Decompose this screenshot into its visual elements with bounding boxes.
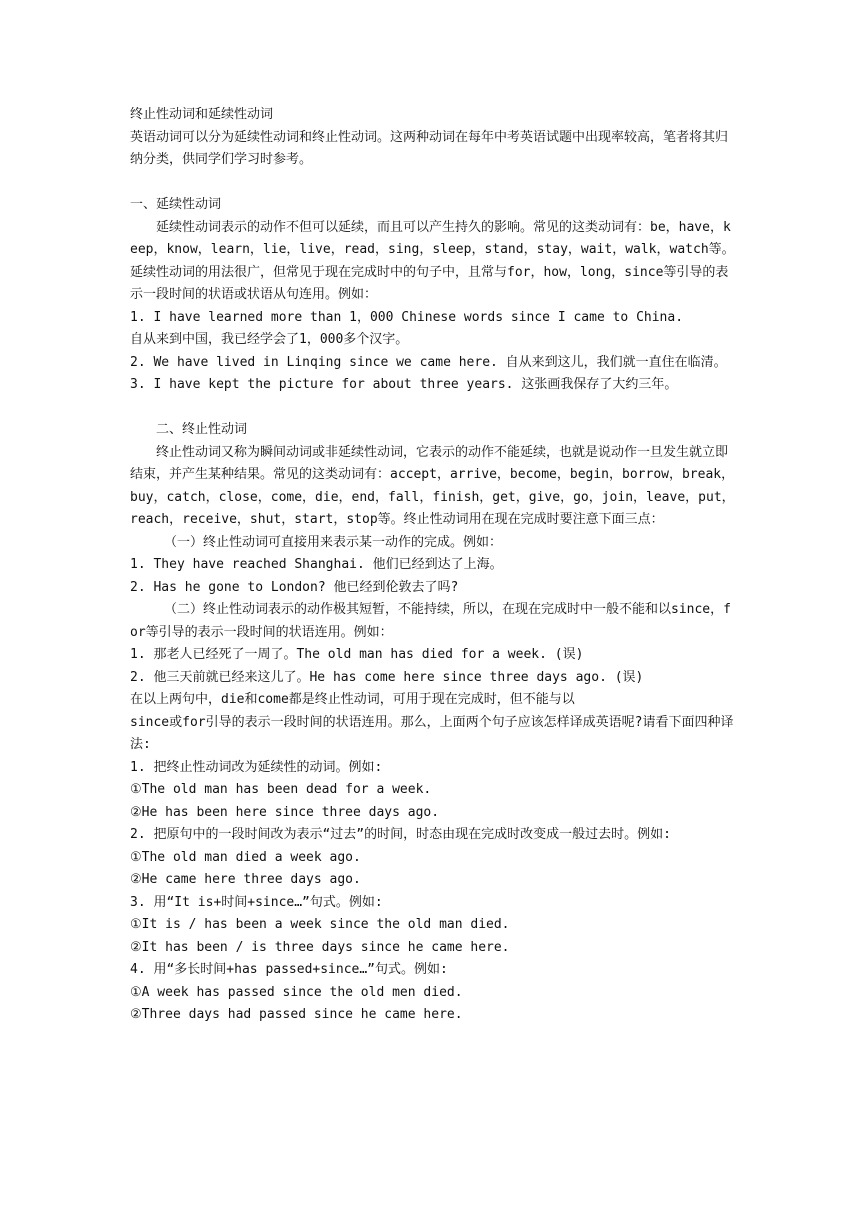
section1-example: 3. I have kept the picture for about three years. 这张画我保存了大约三年。 (130, 377, 678, 392)
method-line: ②Three days had passed since he came here. (130, 1007, 463, 1022)
section2-point-2-example: 1. 那老人已经死了一周了。The old man has died for a week. (误) (130, 647, 584, 662)
section1-example: 1. I have learned more than 1，000 Chinese words since I came to China. (130, 309, 684, 325)
section2-point-2: （二）终止性动词表示的动作极其短暂，不能持续，所以，在现在完成时中一般不能和以since，for等引导的表示一段时间的状语连用。例如： (130, 602, 731, 640)
method-line: 2. 把原句中的一段时间改为表示“过去”的时间，时态由现在完成时改变成一般过去时。例如: (130, 827, 671, 842)
method-line: ②He came here three days ago. (130, 872, 361, 887)
method-line: 3. 用“It is+时间+since…”句式。例如: (130, 894, 383, 910)
section1-heading: 一、延续性动词 (130, 197, 222, 212)
blank-line (130, 172, 736, 195)
analysis-line: since或for引导的表示一段时间的状语连用。那么，上面两个句子应该怎样译成英语呢?请看下面四种译法: (130, 714, 734, 752)
method-line: 1. 把终止性动词改为延续性的动词。例如: (130, 759, 383, 775)
analysis-line: 在以上两句中，die和come都是终止性动词，可用于现在完成时，但不能与以 (130, 692, 575, 707)
section2-heading: 二、终止性动词 (156, 422, 248, 437)
section2-point-1-example: 1. They have reached Shanghai. 他们已经到达了上海。 (130, 557, 503, 572)
section2-point-2-example: 2. 他三天前就已经来这儿了。He has come here since three days ago. (误) (130, 669, 644, 685)
document-title: 终止性动词和延续性动词 (130, 107, 274, 122)
method-line: ①It is / has been a week since the old man died. (130, 917, 510, 932)
method-line: ①A week has passed since the old men died. (130, 984, 463, 1000)
method-line: ①The old man has been dead for a week. (130, 782, 432, 797)
section1-example: 自从来到中国，我已经学会了1，000多个汉字。 (130, 332, 409, 347)
section2-description: 终止性动词又称为瞬间动词或非延续性动词，它表示的动作不能延续，也就是说动作一旦发生就立即结束，并产生某种结果。常见的这类动词有：accept，arrive，become，begin，borrow，break，buy，catch，close，come，die，end，fall，finish，get，give，go，join，leave，put，reach，receive，shut，start，stop等。终止性动词用在现在完成时要注意下面三点： (130, 444, 735, 527)
section1-example: 2. We have lived in Linqing since we came here. 自从来到这儿，我们就一直住在临清。 (130, 354, 727, 370)
method-line: ②It has been / is three days since he came here. (130, 939, 510, 955)
method-line: ②He has been here since three days ago. (130, 804, 440, 820)
method-line: 4. 用“多长时间+has passed+since…”句式。例如: (130, 962, 448, 977)
section1-description: 延续性动词表示的动作不但可以延续，而且可以产生持久的影响。常见的这类动词有：be，have，keep，know，learn，lie，live，read，sing，sleep，stand，stay，wait，walk，watch等。延续性动词的用法很广，但常见于现在完成时中的句子中，且常与for，how，long，since等引导的表示一段时间的状语或状语从句连用。例如： (130, 219, 735, 302)
method-line: ①The old man died a week ago. (130, 849, 361, 865)
intro-paragraph: 英语动词可以分为延续性动词和终止性动词。这两种动词在每年中考英语试题中出现率较高，笔者将其归纳分类，供同学们学习时参考。 (130, 129, 729, 167)
blank-line (130, 397, 736, 420)
section2-point-1: （一）终止性动词可直接用来表示某一动作的完成。例如： (164, 534, 503, 550)
section2-point-1-example: 2. Has he gone to London? 他已经到伦敦去了吗? (130, 579, 459, 595)
document-body (130, 104, 736, 1027)
